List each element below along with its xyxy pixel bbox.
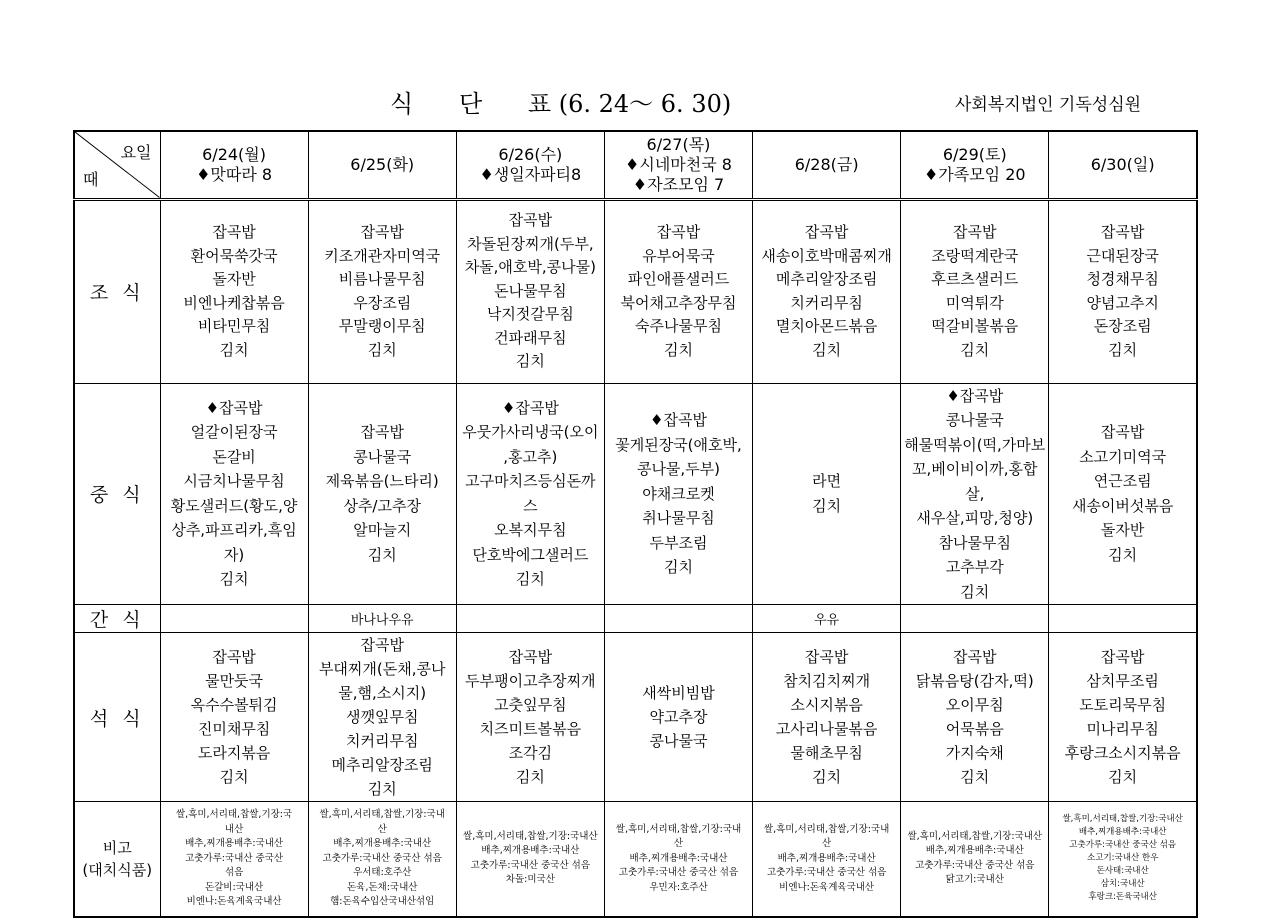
menu-item: 김치: [1108, 340, 1138, 359]
menu-item: 쌀,흑미,서리태,찹쌀,기장:국내: [763, 823, 890, 835]
breakfast-row: [74, 199, 1197, 383]
day-header-line: ♦시네마천국 8: [625, 154, 732, 174]
menu-item: 콩나물국: [353, 447, 412, 466]
menu-item: 새우살,피망,청양): [916, 509, 1034, 527]
menu-item: 잡곡밥: [508, 648, 553, 666]
menu-item: 차돌된장찌개(두부,: [467, 234, 594, 253]
menu-item: 김치: [219, 570, 249, 589]
dinner-cell: [456, 633, 604, 802]
menu-item: 고춧잎무침: [494, 696, 567, 714]
menu-item: 잡곡밥: [212, 648, 256, 666]
menu-item: ♦잡곡밥: [650, 411, 707, 429]
menu-item: 해물떡볶이(떡,가마보: [904, 435, 1046, 454]
menu-item: 김치: [515, 570, 545, 589]
dinner-cell: [308, 633, 456, 802]
menu-item: 김치: [664, 558, 693, 576]
menu-item: 고춧가루:국내산 중국산 섞음: [766, 867, 887, 878]
menu-item: 쌀,흑미,서리태,찹쌀,기장:국내산: [463, 830, 598, 842]
menu-item: 물,햄,소시지): [338, 684, 427, 702]
menu-item: 차돌:미국산: [505, 874, 555, 886]
menu-item: 연근조림: [1093, 472, 1152, 491]
menu-item: 소시지볶음: [790, 696, 863, 714]
menu-item: 자): [223, 545, 245, 564]
menu-item: 산: [822, 838, 832, 849]
menu-item: 두부조림: [649, 533, 708, 552]
menu-item: 잡곡밥: [953, 648, 997, 666]
menu-item: 근대된장국: [1086, 246, 1159, 265]
menu-item: ,홍고추): [503, 447, 558, 466]
menu-item: 고춧가루:국내산 중국산 섞음: [1069, 840, 1177, 851]
lunch-row: [74, 383, 1197, 605]
menu-item: 우뭇가사리냉국(오이: [462, 423, 599, 442]
menu-item: 파인애플샐러드: [627, 270, 730, 288]
menu-item: 우서태:호주산: [353, 867, 412, 878]
menu-item: 잡곡밥: [360, 636, 404, 654]
lunch-cell: [604, 383, 752, 605]
menu-item: 어묵볶음: [945, 720, 1004, 738]
menu-item: 두부팽이고추장찌개: [465, 672, 596, 690]
menu-item: 소고기미역국: [1079, 447, 1167, 466]
day-header: [308, 131, 456, 199]
lunch-label: 중 식: [74, 383, 160, 605]
lunch-cell: [901, 383, 1049, 605]
dinner-cell: [753, 633, 901, 802]
menu-item: 잡곡밥: [360, 223, 404, 241]
day-header-line: ♦자조모임 7: [632, 174, 725, 194]
menu-item: 잡곡밥: [804, 223, 849, 241]
menu-item: 돈나물무침: [494, 281, 567, 300]
snack-cell: [1049, 605, 1197, 633]
menu-item: 배추,찌개용배추:국내산: [777, 852, 876, 864]
menu-item: 미나리무침: [1086, 720, 1159, 738]
menu-item: ♦잡곡밥: [501, 398, 559, 417]
day-header-line: 6/25(화): [350, 154, 415, 174]
lunch-cell: [308, 383, 456, 605]
menu-item: 고춧가루:국내산 중국산 섞음: [618, 867, 739, 878]
menu-item: 김치: [812, 496, 842, 515]
menu-item: 섞음: [224, 867, 244, 878]
snack-cell: [901, 605, 1049, 633]
snack-cell: 바나나우유: [308, 605, 456, 633]
dinner-cell: [901, 633, 1049, 802]
menu-item: 황도샐러드(황도,양: [170, 496, 298, 515]
menu-item: 청경채무침: [1086, 270, 1159, 288]
menu-item: 김치: [219, 768, 249, 786]
remarks-cell: [604, 802, 752, 917]
menu-item: 배추,찌개용배추:국내산: [925, 845, 1024, 857]
menu-item: 배추,찌개용배추:국내산: [1078, 827, 1167, 838]
breakfast-label: 조 식: [74, 199, 160, 383]
menu-item: 햄:돈육수입산국내산섞임: [330, 896, 435, 907]
menu-item: 부대찌개(돈채,콩나: [318, 660, 446, 678]
menu-item: 참나물무침: [938, 533, 1011, 552]
menu-item: 김치: [1108, 768, 1138, 786]
menu-item: 새송이버섯볶음: [1071, 496, 1174, 515]
organization-name: 사회복지법인 기독성심원: [955, 95, 1142, 115]
menu-item: 김치: [960, 582, 990, 601]
menu-item: 새싹비빔밥: [642, 684, 715, 702]
remarks-cell: [1049, 802, 1197, 917]
menu-item: 고구마치즈등심돈까: [465, 472, 596, 491]
day-header-line: ♦맛따라 8: [196, 164, 273, 184]
day-header-line: 6/26(수): [498, 144, 563, 164]
menu-item: 고춧가루:국내산 중국산 섞음: [470, 859, 591, 871]
day-header: [604, 131, 752, 199]
menu-item: 비엔나:돈육계육국내산: [779, 881, 875, 893]
menu-item: 김치: [960, 340, 990, 359]
menu-item: 치커리무침: [790, 293, 863, 312]
menu-item: 콩나물국: [945, 411, 1004, 429]
menu-item: 치즈미트볼볶음: [479, 720, 582, 738]
menu-item: 비엔나케찹볶음: [183, 293, 285, 312]
menu-item: 단호박에그샐러드: [472, 545, 589, 564]
snack-label: 간 식: [74, 605, 160, 633]
breakfast-cell: [753, 199, 901, 383]
menu-item: 배추,찌개용배추:국내산: [629, 852, 728, 864]
menu-item: 비름나물무침: [338, 270, 426, 288]
dinner-cell: [160, 633, 308, 802]
menu-item: 잡곡밥: [656, 223, 701, 241]
menu-item: 삼치:국내산: [1100, 879, 1145, 890]
menu-item: 후르츠샐러드: [931, 270, 1019, 288]
menu-item: 김치: [664, 340, 693, 359]
remarks-row: [74, 802, 1197, 917]
breakfast-cell: [1049, 199, 1197, 383]
menu-item: 쌀,흑미,서리태,찹쌀,기장:국내산: [1062, 814, 1183, 825]
menu-table: [73, 130, 1198, 918]
snack-cell: [456, 605, 604, 633]
menu-item: 가지숙채: [945, 744, 1004, 762]
menu-item: 제육볶음(느타리): [325, 472, 439, 491]
menu-item: 조랑떡계란국: [931, 246, 1019, 265]
lunch-cell: [456, 383, 604, 605]
remarks-cell: [456, 802, 604, 917]
menu-item: 환어묵쑥갓국: [190, 246, 278, 265]
day-header: [753, 131, 901, 199]
menu-item: 숙주나물무침: [635, 317, 722, 335]
menu-item: 취나물무침: [642, 509, 715, 527]
menu-item: 잡곡밥: [953, 223, 997, 241]
dinner-row: [74, 633, 1197, 802]
menu-item: 고춧가루:국내산 중국산 섞음: [322, 852, 442, 864]
menu-item: 김치: [960, 768, 990, 786]
menu-item: 내산: [224, 823, 244, 835]
menu-item: 북어채고추장무침: [620, 293, 737, 312]
remarks-cell: [753, 802, 901, 917]
menu-item: 치커리무침: [345, 732, 419, 750]
dinner-cell: [604, 633, 752, 802]
day-header: [160, 131, 308, 199]
menu-item: 꼬,베이비이까,홍합살,: [912, 460, 1038, 503]
menu-item: 차돌,애호박,콩나물): [464, 258, 596, 277]
menu-item: 김치: [1108, 545, 1138, 564]
remarks-cell: [308, 802, 456, 917]
menu-item: 라면: [812, 472, 842, 491]
menu-item: 김치: [812, 340, 842, 359]
menu-item: 잡곡밥: [212, 223, 256, 241]
day-header-line: 6/28(금): [794, 154, 859, 174]
menu-item: 김치: [515, 768, 545, 786]
remarks-cell: [901, 802, 1049, 917]
menu-item: 상추/고추장: [343, 496, 421, 515]
menu-item: 우민자:호주산: [649, 881, 708, 893]
menu-item: 돈사태:국내산: [1096, 866, 1149, 877]
menu-item: 잡곡밥: [508, 211, 553, 230]
menu-item: 도토리묵무침: [1079, 696, 1167, 714]
menu-item: 메추리알장조림: [775, 270, 878, 288]
breakfast-cell: [604, 199, 752, 383]
menu-item: 돈육,돈채:국내산: [346, 881, 418, 893]
day-header-line: ♦생일자파티8: [479, 164, 582, 184]
menu-item: 돈갈비: [212, 447, 256, 466]
menu-item: 돈장조림: [1093, 317, 1152, 335]
menu-item: 비타민무침: [197, 317, 271, 335]
menu-item: 산: [673, 838, 684, 849]
day-header: [456, 131, 604, 199]
menu-item: 스: [523, 496, 538, 515]
lunch-cell: [1049, 383, 1197, 605]
menu-item: 산: [377, 823, 387, 835]
dinner-cell: [1049, 633, 1197, 802]
breakfast-cell: [901, 199, 1049, 383]
menu-item: 소고기:국내산 한우: [1087, 853, 1159, 864]
remarks-label-line: (대치식품): [82, 860, 153, 879]
menu-item: 무말랭이무침: [338, 317, 426, 335]
menu-item: 고춧가루:국내산 중국산 섞음: [915, 859, 1035, 871]
menu-item: 쌀,흑미,서리태,찹쌀,기장:국내: [615, 823, 742, 835]
menu-item: 약고추장: [649, 708, 708, 726]
menu-item: 김치: [515, 352, 545, 371]
menu-item: 얼갈이된장국: [190, 423, 278, 442]
menu-item: 옥수수볼튀김: [190, 696, 278, 714]
breakfast-cell: [308, 199, 456, 383]
remarks-cell: [160, 802, 308, 917]
menu-item: 꽃게된장국(애호박,: [615, 435, 742, 454]
menu-item: 김치: [367, 340, 397, 359]
corner-cell: [74, 131, 160, 199]
menu-item: 시금치나물무침: [183, 472, 285, 491]
menu-item: 생깻잎무침: [345, 708, 419, 726]
menu-item: 닭볶음탕(감자,떡): [915, 672, 1034, 690]
menu-item: 배추,찌개용배추:국내산: [333, 838, 432, 849]
menu-item: ♦잡곡밥: [205, 398, 263, 417]
lunch-cell: [160, 383, 308, 605]
menu-item: 유부어묵국: [642, 246, 715, 265]
snack-cell: 우유: [753, 605, 901, 633]
snack-row: [74, 605, 1197, 633]
menu-item: 키조개관자미역국: [324, 246, 441, 265]
menu-item: 후랑크소시지볶음: [1064, 744, 1181, 762]
menu-item: 고사리나물볶음: [775, 720, 878, 738]
menu-item: 김치: [219, 340, 249, 359]
menu-item: 후랑크:돈육국내산: [1088, 892, 1157, 903]
menu-item: 오이무침: [945, 696, 1004, 714]
menu-item: 잡곡밥: [360, 423, 404, 442]
menu-item: 미역튀각: [945, 293, 1004, 312]
menu-item: 멸치아몬드볶음: [775, 317, 878, 335]
page-title: 식 단 표 (6. 24～ 6. 30): [390, 90, 732, 118]
menu-item: 쌀,흑미,서리태,찹쌀,기장:국내산: [907, 830, 1043, 842]
dinner-label: 석 식: [74, 633, 160, 802]
menu-item: 삼치무조림: [1086, 672, 1159, 690]
menu-item: 고추부각: [945, 558, 1004, 576]
menu-item: 돌자반: [212, 270, 256, 288]
day-header: [901, 131, 1049, 199]
menu-item: 콩나물국: [649, 732, 708, 750]
day-header-line: ♦가족모임 20: [923, 164, 1026, 184]
menu-item: 메추리알장조림: [331, 756, 433, 774]
menu-item: 참치김치찌개: [783, 672, 871, 690]
menu-item: 물해초무침: [790, 744, 863, 762]
menu-item: 건파래무침: [494, 328, 567, 347]
menu-item: 돈갈비:국내산: [204, 881, 264, 893]
menu-item: 김치: [812, 768, 842, 786]
mealtime-label: 때: [83, 169, 99, 189]
menu-item: 잡곡밥: [1100, 423, 1145, 442]
menu-item: 닭고기:국내산: [945, 874, 1004, 886]
menu-item: 쌀,흑미,서리태,찹쌀,기장:국내: [319, 809, 445, 820]
menu-item: 양념고추지: [1086, 293, 1159, 312]
menu-item: 배추,찌개용배추:국내산: [481, 845, 580, 857]
day-header-line: 6/30(일): [1090, 154, 1155, 174]
menu-item: 김치: [367, 780, 397, 798]
menu-item: 떡갈비볼볶음: [931, 317, 1019, 335]
menu-item: 배추,찌개용배추:국내산: [185, 838, 284, 849]
menu-item: 알마늘지: [353, 521, 412, 540]
menu-item: 새송이호박매콤찌개: [761, 246, 892, 265]
menu-item: 진미채무침: [197, 720, 271, 738]
menu-item: 콩나물,두부): [636, 460, 721, 478]
day-header-line: 6/24(월): [202, 144, 266, 164]
breakfast-cell: [456, 199, 604, 383]
menu-item: 비엔나:돈육계육국내산: [186, 896, 282, 907]
breakfast-cell: [160, 199, 308, 383]
menu-item: 김치: [367, 545, 397, 564]
snack-cell: [604, 605, 752, 633]
menu-item: 잡곡밥: [804, 648, 849, 666]
snack-cell: [160, 605, 308, 633]
weekday-label: 요일: [120, 143, 152, 162]
menu-item: 물만둣국: [205, 672, 264, 690]
menu-item: 쌀,흑미,서리태,찹쌀,기장:국: [175, 809, 293, 820]
menu-item: 고춧가루:국내산 중국산: [185, 852, 284, 864]
lunch-cell: [753, 383, 901, 605]
day-header-line: 6/29(토): [942, 144, 1007, 164]
menu-item: 조각김: [508, 744, 553, 762]
menu-item: 도라지볶음: [197, 744, 271, 762]
menu-item: 오복지무침: [494, 521, 567, 540]
menu-item: 낙지젓갈무침: [486, 305, 574, 324]
header-row: [74, 131, 1197, 199]
menu-item: 잡곡밥: [1100, 223, 1145, 241]
menu-item: 야채크로켓: [642, 484, 715, 503]
menu-item: 우장조림: [353, 293, 412, 312]
day-header-line: 6/27(목): [646, 134, 711, 154]
menu-item: ♦잡곡밥: [946, 386, 1004, 405]
menu-item: 잡곡밥: [1100, 648, 1145, 666]
remarks-label-line: 비고: [102, 838, 132, 857]
menu-item: 돌자반: [1100, 521, 1145, 540]
menu-item: 상추,파프리카,흑임: [171, 521, 297, 540]
day-header: [1049, 131, 1197, 199]
remarks-label: [74, 802, 160, 917]
